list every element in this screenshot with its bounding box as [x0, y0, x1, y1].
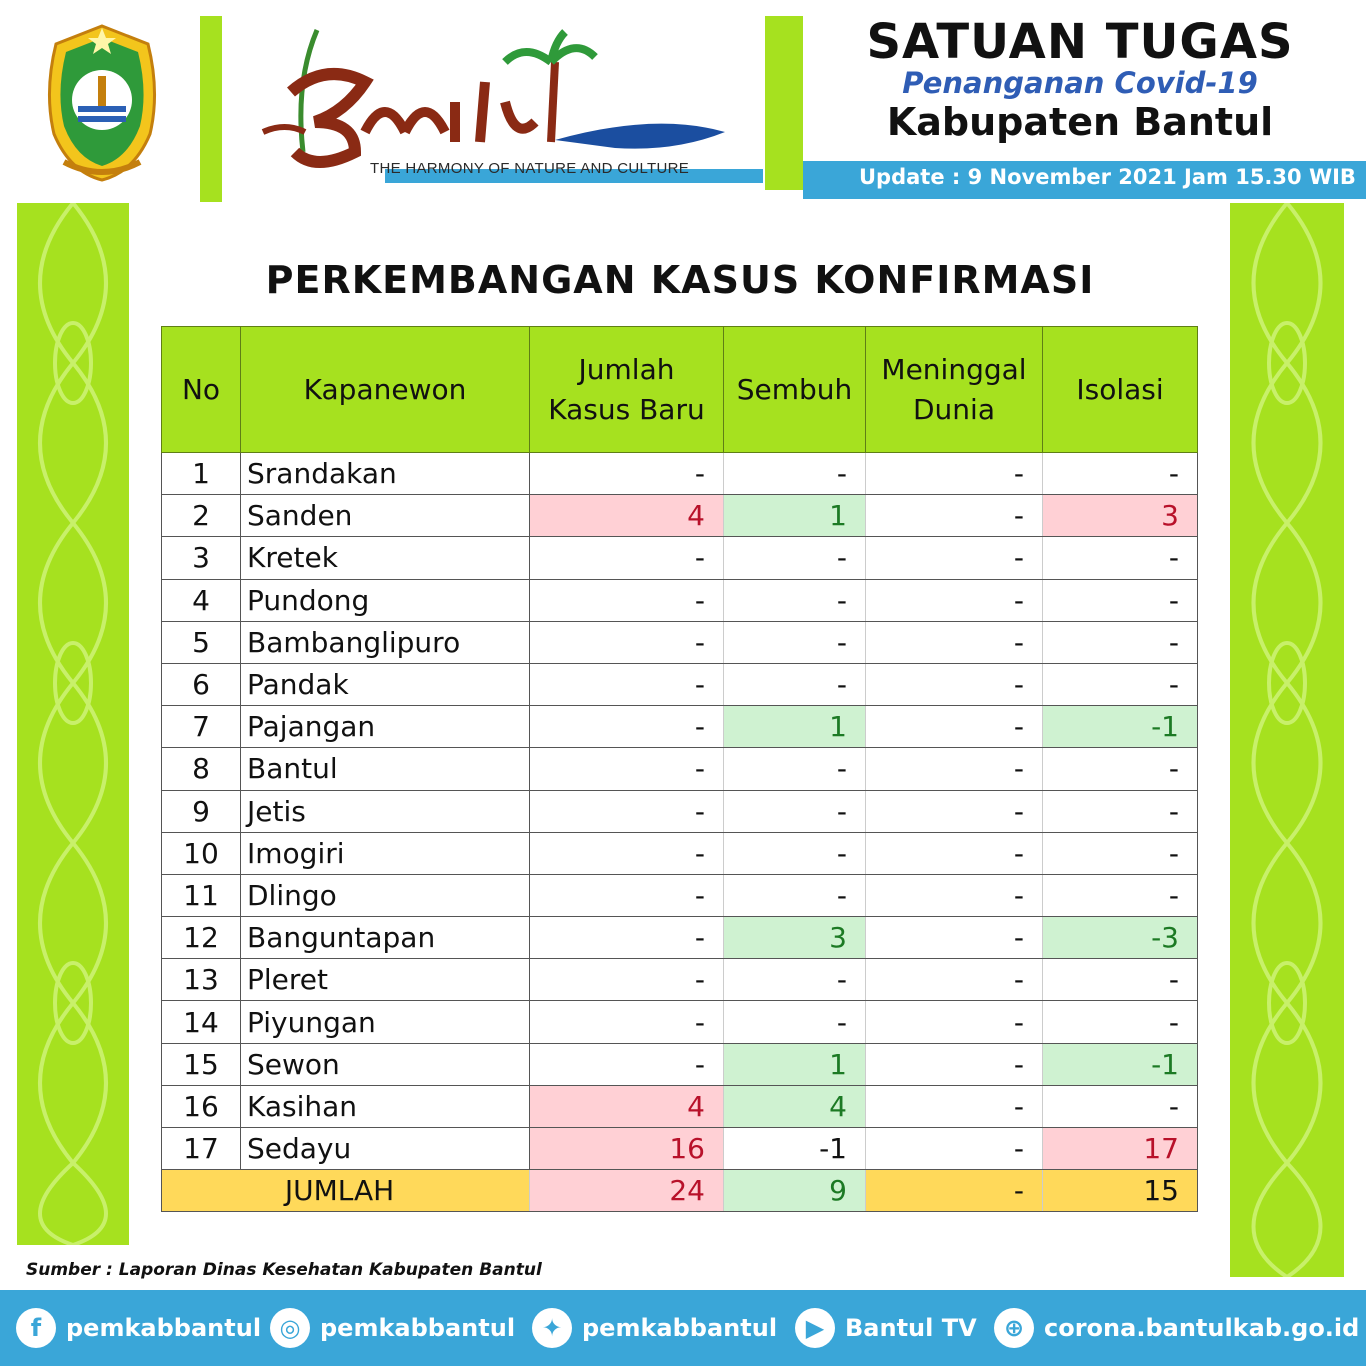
table-row	[162, 1128, 1198, 1170]
cell-isolasi: -	[1043, 748, 1198, 790]
task-force-title: SATUAN TUGAS	[866, 14, 1294, 70]
youtube-link[interactable]	[795, 1308, 977, 1348]
tagline: THE HARMONY OF NATURE AND CULTURE	[370, 160, 690, 177]
cell-isolasi: -	[1043, 959, 1198, 1001]
cell-meninggal: -	[866, 832, 1043, 874]
cell-kapanewon: Bambanglipuro	[241, 621, 530, 663]
col-header-jumlah-line2: Kasus Baru	[548, 392, 705, 426]
instagram-icon: ◎	[270, 1308, 310, 1348]
total-row	[162, 1170, 1198, 1212]
cell-no: 12	[162, 917, 241, 959]
cell-kapanewon: Srandakan	[241, 453, 530, 495]
instagram-link[interactable]	[270, 1308, 515, 1348]
youtube-icon: ▶	[795, 1308, 835, 1348]
social-footer	[0, 1290, 1366, 1366]
cell-kasus-baru: -	[530, 1001, 724, 1043]
banner-strip	[803, 155, 1366, 161]
cell-kapanewon: Kasihan	[241, 1085, 530, 1127]
cell-meninggal: -	[866, 874, 1043, 916]
cell-no: 2	[162, 495, 241, 537]
cell-meninggal: -	[866, 917, 1043, 959]
cell-sembuh: -	[724, 832, 866, 874]
cell-kasus-baru: -	[530, 832, 724, 874]
cell-kasus-baru: 16	[530, 1128, 724, 1170]
task-force-subtitle: Penanganan Covid-19	[902, 66, 1258, 100]
twitter-link[interactable]	[532, 1308, 777, 1348]
header	[0, 0, 1366, 205]
cell-sembuh: -	[724, 579, 866, 621]
cell-sembuh: -	[724, 874, 866, 916]
cell-no: 13	[162, 959, 241, 1001]
table-header-row	[162, 327, 1198, 453]
twitter-icon: ✦	[532, 1308, 572, 1348]
source-note: Sumber : Laporan Dinas Kesehatan Kabupaten Bantul	[26, 1260, 542, 1280]
cell-no: 1	[162, 453, 241, 495]
cell-kasus-baru: -	[530, 579, 724, 621]
decor-bar	[200, 16, 222, 202]
table-row	[162, 1085, 1198, 1127]
cell-no: 14	[162, 1001, 241, 1043]
cell-meninggal: -	[866, 621, 1043, 663]
twitter-handle: pemkabbantul	[582, 1314, 778, 1342]
table-row	[162, 579, 1198, 621]
cell-meninggal: -	[866, 706, 1043, 748]
cell-isolasi: -3	[1043, 917, 1198, 959]
cell-sembuh: -	[724, 621, 866, 663]
cell-kasus-baru: 4	[530, 1085, 724, 1127]
update-banner	[803, 155, 1366, 199]
cell-sembuh: -	[724, 1001, 866, 1043]
cell-no: 3	[162, 537, 241, 579]
cell-kapanewon: Banguntapan	[241, 917, 530, 959]
cell-sembuh: -	[724, 748, 866, 790]
region-title: Kabupaten Bantul	[886, 100, 1274, 144]
col-header-meninggal	[866, 327, 1043, 453]
cell-kapanewon: Pajangan	[241, 706, 530, 748]
cell-kapanewon: Jetis	[241, 790, 530, 832]
cell-kasus-baru: -	[530, 621, 724, 663]
cell-sembuh: -	[724, 453, 866, 495]
cell-isolasi: -	[1043, 832, 1198, 874]
cell-sembuh: 1	[724, 1043, 866, 1085]
cell-meninggal: -	[866, 663, 1043, 705]
cell-kasus-baru: -	[530, 917, 724, 959]
cell-kasus-baru: -	[530, 748, 724, 790]
cell-sembuh: 1	[724, 706, 866, 748]
cell-no: 8	[162, 748, 241, 790]
cell-isolasi: -	[1043, 1085, 1198, 1127]
cell-meninggal: -	[866, 453, 1043, 495]
cell-isolasi: -	[1043, 579, 1198, 621]
table-row	[162, 663, 1198, 705]
cell-no: 10	[162, 832, 241, 874]
cell-meninggal: -	[866, 579, 1043, 621]
cell-isolasi: -	[1043, 453, 1198, 495]
cell-meninggal: -	[866, 1001, 1043, 1043]
cell-no: 7	[162, 706, 241, 748]
cell-kapanewon: Sanden	[241, 495, 530, 537]
cell-isolasi: -	[1043, 1001, 1198, 1043]
table-row	[162, 748, 1198, 790]
cell-isolasi: -	[1043, 790, 1198, 832]
cell-meninggal: -	[866, 1128, 1043, 1170]
instagram-handle: pemkabbantul	[320, 1314, 516, 1342]
cell-meninggal: -	[866, 1043, 1043, 1085]
total-isolasi: 15	[1043, 1170, 1198, 1212]
globe-icon: ⊕	[994, 1308, 1034, 1348]
cell-no: 9	[162, 790, 241, 832]
cell-kapanewon: Bantul	[241, 748, 530, 790]
cell-kapanewon: Sewon	[241, 1043, 530, 1085]
cell-sembuh: -	[724, 537, 866, 579]
cases-table	[161, 326, 1198, 1212]
cell-no: 16	[162, 1085, 241, 1127]
cell-kasus-baru: -	[530, 706, 724, 748]
cell-kasus-baru: -	[530, 874, 724, 916]
ornament-pattern	[1230, 203, 1344, 1277]
cell-kapanewon: Kretek	[241, 537, 530, 579]
cell-meninggal: -	[866, 748, 1043, 790]
cell-meninggal: -	[866, 537, 1043, 579]
table-row	[162, 453, 1198, 495]
cell-sembuh: -	[724, 959, 866, 1001]
decor-bar	[765, 16, 803, 190]
table-row	[162, 874, 1198, 916]
cell-isolasi: -	[1043, 537, 1198, 579]
cell-sembuh: 1	[724, 495, 866, 537]
cell-no: 4	[162, 579, 241, 621]
table-row	[162, 917, 1198, 959]
cell-meninggal: -	[866, 959, 1043, 1001]
cell-kapanewon: Pundong	[241, 579, 530, 621]
table-row	[162, 621, 1198, 663]
table-row	[162, 959, 1198, 1001]
cell-isolasi: -1	[1043, 706, 1198, 748]
cell-isolasi: 17	[1043, 1128, 1198, 1170]
website-url: corona.bantulkab.go.id	[1044, 1314, 1360, 1342]
table-row	[162, 495, 1198, 537]
cell-kapanewon: Pandak	[241, 663, 530, 705]
cell-isolasi: -	[1043, 621, 1198, 663]
facebook-link[interactable]	[16, 1308, 261, 1348]
col-header-sembuh: Sembuh	[724, 327, 866, 453]
facebook-handle: pemkabbantul	[66, 1314, 262, 1342]
cell-kasus-baru: -	[530, 1043, 724, 1085]
cell-no: 15	[162, 1043, 241, 1085]
cell-isolasi: -1	[1043, 1043, 1198, 1085]
table-row	[162, 706, 1198, 748]
col-header-kapanewon: Kapanewon	[241, 327, 530, 453]
report-heading: PERKEMBANGAN KASUS KONFIRMASI	[265, 258, 1095, 302]
table-row	[162, 832, 1198, 874]
total-label: JUMLAH	[162, 1170, 530, 1212]
col-header-jumlah-line1: Jumlah	[578, 352, 675, 386]
table-row	[162, 790, 1198, 832]
left-decor-panel	[17, 203, 129, 1245]
cell-sembuh: -1	[724, 1128, 866, 1170]
total-sembuh: 9	[724, 1170, 866, 1212]
ornament-pattern	[17, 203, 129, 1245]
cell-kapanewon: Dlingo	[241, 874, 530, 916]
cell-kasus-baru: -	[530, 453, 724, 495]
cell-kasus-baru: -	[530, 790, 724, 832]
cell-kasus-baru: -	[530, 959, 724, 1001]
table-row	[162, 1043, 1198, 1085]
cell-meninggal: -	[866, 790, 1043, 832]
table-row	[162, 537, 1198, 579]
col-header-isolasi: Isolasi	[1043, 327, 1198, 453]
cell-kasus-baru: 4	[530, 495, 724, 537]
cell-isolasi: -	[1043, 874, 1198, 916]
total-meninggal: -	[866, 1170, 1043, 1212]
col-header-no: No	[162, 327, 241, 453]
cell-kapanewon: Pleret	[241, 959, 530, 1001]
cell-no: 11	[162, 874, 241, 916]
cell-meninggal: -	[866, 1085, 1043, 1127]
cell-sembuh: 3	[724, 917, 866, 959]
cell-sembuh: 4	[724, 1085, 866, 1127]
col-header-meninggal-line2: Dunia	[913, 392, 995, 426]
right-decor-panel	[1230, 203, 1344, 1277]
table-row	[162, 1001, 1198, 1043]
regency-crest-logo	[44, 22, 160, 182]
cell-kapanewon: Sedayu	[241, 1128, 530, 1170]
cell-no: 17	[162, 1128, 241, 1170]
col-header-jumlah	[530, 327, 724, 453]
cell-kapanewon: Imogiri	[241, 832, 530, 874]
cell-kasus-baru: -	[530, 663, 724, 705]
cell-no: 6	[162, 663, 241, 705]
update-timestamp: Update : 9 November 2021 Jam 15.30 WIB	[859, 165, 1356, 189]
bantul-brand-logo	[255, 22, 735, 172]
website-link[interactable]	[994, 1308, 1359, 1348]
youtube-channel: Bantul TV	[845, 1314, 977, 1342]
cell-kapanewon: Piyungan	[241, 1001, 530, 1043]
cell-sembuh: -	[724, 790, 866, 832]
cell-isolasi: 3	[1043, 495, 1198, 537]
col-header-meninggal-line1: Meninggal	[881, 352, 1027, 386]
cell-isolasi: -	[1043, 663, 1198, 705]
facebook-icon: f	[16, 1308, 56, 1348]
cell-no: 5	[162, 621, 241, 663]
total-kasus-baru: 24	[530, 1170, 724, 1212]
cell-meninggal: -	[866, 495, 1043, 537]
cell-sembuh: -	[724, 663, 866, 705]
cell-kasus-baru: -	[530, 537, 724, 579]
